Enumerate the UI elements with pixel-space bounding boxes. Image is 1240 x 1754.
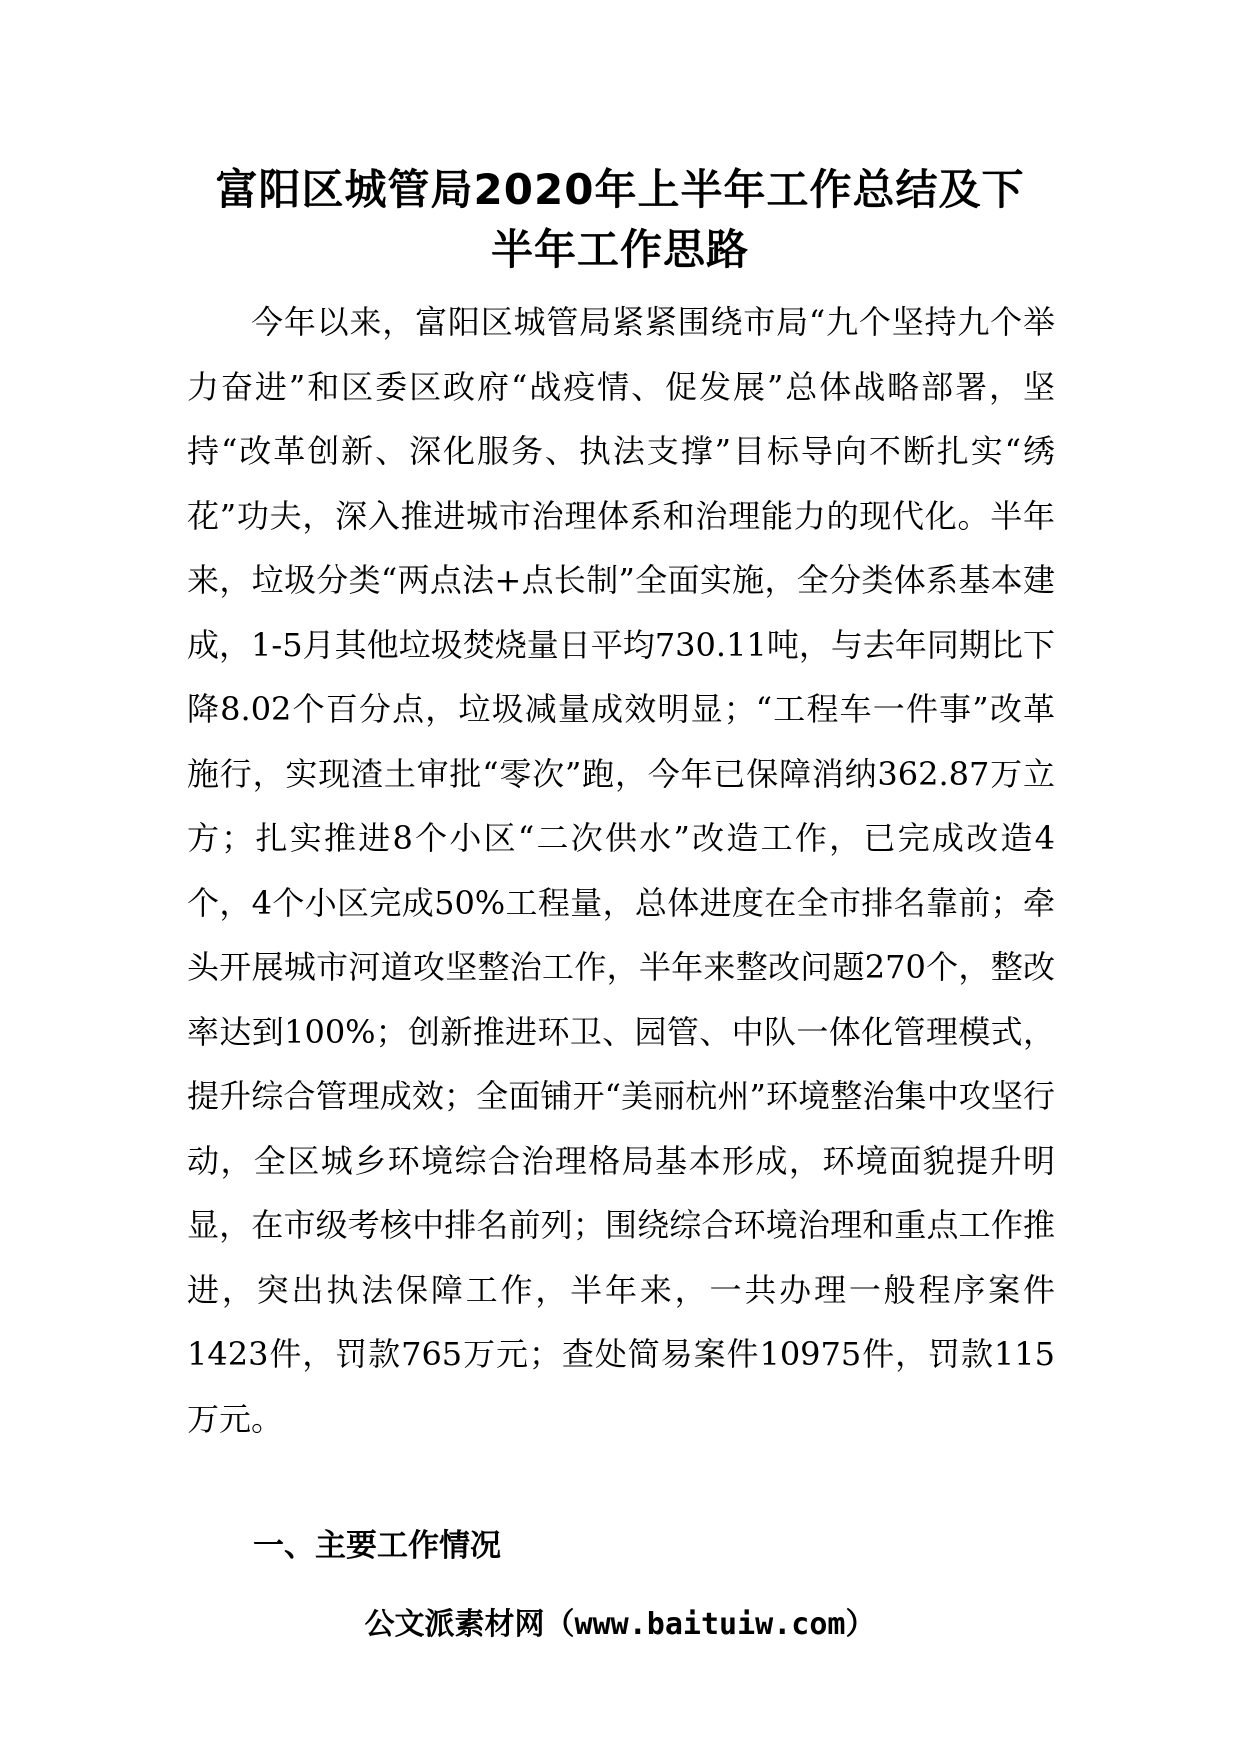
section-heading: 一、主要工作情况 [253, 1528, 501, 1564]
source-footer: 公文派素材网（www.baituiw.com） [364, 1607, 876, 1642]
document-title-line-2: 半年工作思路 [490, 225, 749, 274]
intro-paragraph: 今年以来，富阳区城管局紧紧围绕市局“九个坚持九个举力奋进”和区委区政府“战疫情、促发展”总体战略部署，坚持“改革创新、深化服务、执法支撑”目标导向不断扎实“绣花”功夫，深入推进城市治理体系和治理能力的现代化。半年来，垃圾分类“两点法+点长制”全面实施，全分类体系基本建成，1-5月其他垃圾焚烧量日平均730.11吨，与去年同期比下降8.02个百分点，垃圾减量成效明显；“工程车一件事”改革施行，实现渣土审批“零次”跑，今年已保障消纳362.87万立方；扎实推进8个小区“二次供水”改造工作，已完成改造4个，4个小区完成50%工程量，总体进度在全市排名靠前；牵头开展城市河道攻坚整治工作，半年来整改问题270个，整改率达到100%；创新推进环卫、园管、中队一体化管理模式，提升综合管理成效；全面铺开“美丽杭州”环境整治集中攻坚行动，全区城乡环境综合治理格局基本形成，环境面貌提升明显，在市级考核中排名前列；围绕综合环境治理和重点工作推进，突出执法保障工作，半年来，一共办理一般程序案件1423件，罚款765万元；查处简易案件10975件，罚款115万元。 [187, 303, 1055, 1438]
document-title [180, 160, 1060, 280]
document-title-line-1: 富阳区城管局2020年上半年工作总结及下 [215, 165, 1025, 214]
